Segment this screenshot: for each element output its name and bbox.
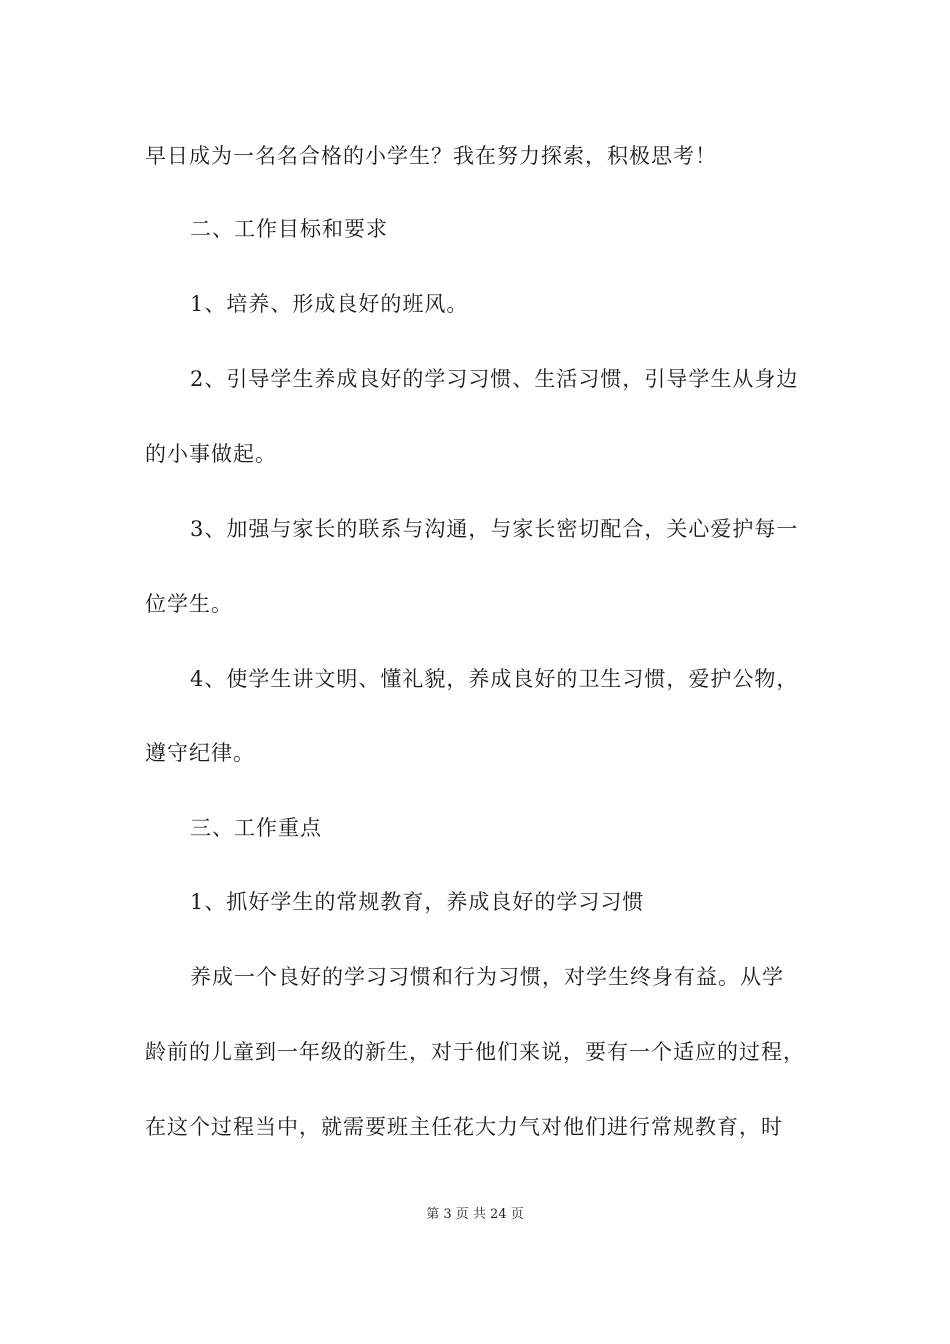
list-item-3-line-1: 3、加强与家长的联系与沟通，与家长密切配合，关心爱护每一 <box>190 517 799 541</box>
body-paragraph-line-1: 养成一个良好的学习习惯和行为习惯，对学生终身有益。从学 <box>190 965 784 989</box>
body-paragraph-line-2: 龄前的儿童到一年级的新生，对于他们来说，要有一个适应的过程， <box>145 1040 805 1064</box>
page-number-footer: 第 3 页 共 24 页 <box>426 1207 524 1222</box>
list-item-1: 1、培养、形成良好的班风。 <box>190 292 469 316</box>
list-item-2-line-1: 2、引导学生养成良好的学习习惯、生活习惯，引导学生从身边 <box>190 367 799 391</box>
list-item-4-line-2: 遵守纪律。 <box>145 741 255 765</box>
paragraph-line-1: 早日成为一名名合格的小学生？我在努力探索，积极思考！ <box>145 144 717 168</box>
focus-item-1-title: 1、抓好学生的常规教育，养成良好的学习习惯 <box>190 890 645 914</box>
list-item-4-line-1: 4、使学生讲文明、懂礼貌，养成良好的卫生习惯，爱护公物， <box>190 667 799 691</box>
list-item-3-line-2: 位学生。 <box>145 592 233 616</box>
body-paragraph-line-3: 在这个过程当中，就需要班主任花大力气对他们进行常规教育，时 <box>145 1115 783 1139</box>
section-heading-goals: 二、工作目标和要求 <box>190 217 388 241</box>
list-item-2-line-2: 的小事做起。 <box>145 442 277 466</box>
section-heading-focus: 三、工作重点 <box>190 816 322 840</box>
